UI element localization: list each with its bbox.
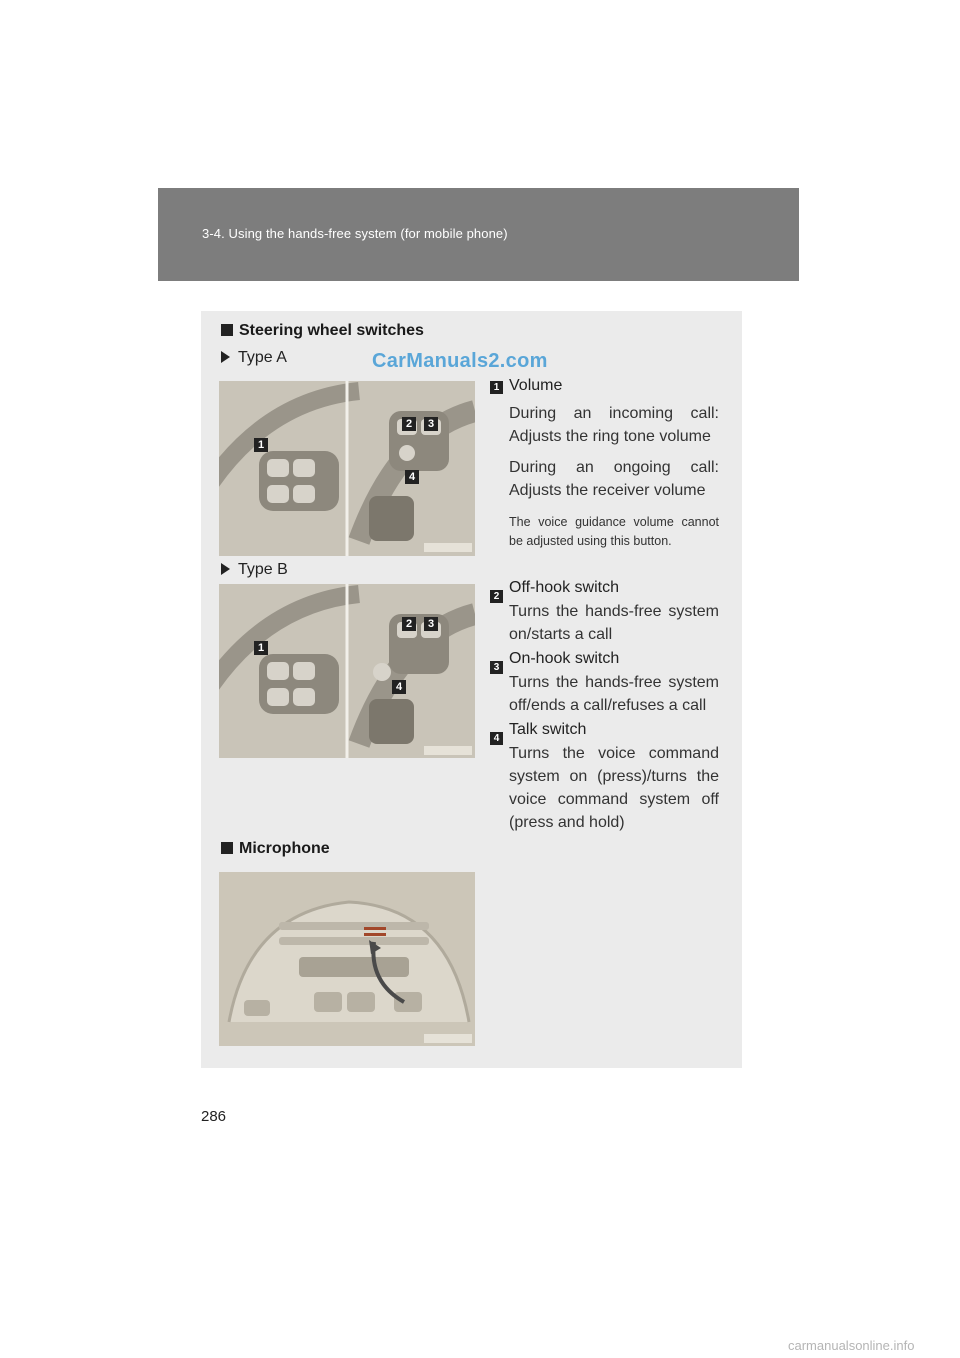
type-b-label: Type B <box>221 561 288 579</box>
item-title-on-hook: On-hook switch <box>509 650 620 667</box>
watermark: CarManuals2.com <box>372 350 548 372</box>
overhead-console-illustration <box>219 872 475 1046</box>
square-bullet-icon <box>221 842 233 854</box>
type-b-steering-image <box>219 584 475 758</box>
item-volume-ongoing: During an ongoing call: Adjusts the receiver volume <box>509 459 719 499</box>
footer-watermark: carmanualsonline.info <box>788 1338 915 1353</box>
microphone-title: Microphone <box>239 840 330 857</box>
figure-badge-2: 2 <box>402 617 416 631</box>
item-number-4: 4 <box>490 732 503 745</box>
microphone-heading <box>221 840 330 858</box>
triangle-pointer-icon <box>221 563 230 575</box>
item-title-volume: Volume <box>509 377 563 394</box>
item-number-1: 1 <box>490 381 503 394</box>
figure-badge-2: 2 <box>402 417 416 431</box>
figure-badge-3: 3 <box>424 617 438 631</box>
figure-badge-4: 4 <box>405 470 419 484</box>
page-number: 286 <box>201 1108 227 1125</box>
item-title-off-hook: Off-hook switch <box>509 579 619 596</box>
steering-switches-heading <box>221 322 424 340</box>
triangle-pointer-icon <box>221 351 230 363</box>
figure-badge-4: 4 <box>392 680 406 694</box>
section-title: 3-4. Using the hands-free system (for mobile phone) <box>202 226 508 241</box>
item-volume-note: The voice guidance volume cannot be adjusted using this button. <box>509 515 719 548</box>
steering-switches-title: Steering wheel switches <box>239 322 424 339</box>
figure-badge-3: 3 <box>424 417 438 431</box>
item-on-hook-desc: Turns the hands-free system off/ends a call/refuses a call <box>509 674 719 714</box>
item-volume-incoming: During an incoming call: Adjusts the ring tone volume <box>509 405 719 445</box>
type-a-label: Type A <box>221 349 287 367</box>
type-a-steering-image <box>219 381 475 556</box>
item-off-hook-desc: Turns the hands-free system on/starts a call <box>509 603 719 643</box>
square-bullet-icon <box>221 324 233 336</box>
section-header <box>158 188 799 281</box>
item-talk-desc: Turns the voice command system on (press)/turns the voice command system off (press and hold) <box>509 745 719 831</box>
steering-wheel-illustration <box>219 584 475 758</box>
figure-badge-1: 1 <box>254 438 268 452</box>
item-number-2: 2 <box>490 590 503 603</box>
microphone-image <box>219 872 475 1046</box>
steering-wheel-illustration <box>219 381 475 556</box>
figure-badge-1: 1 <box>254 641 268 655</box>
item-title-talk: Talk switch <box>509 721 587 738</box>
item-number-3: 3 <box>490 661 503 674</box>
